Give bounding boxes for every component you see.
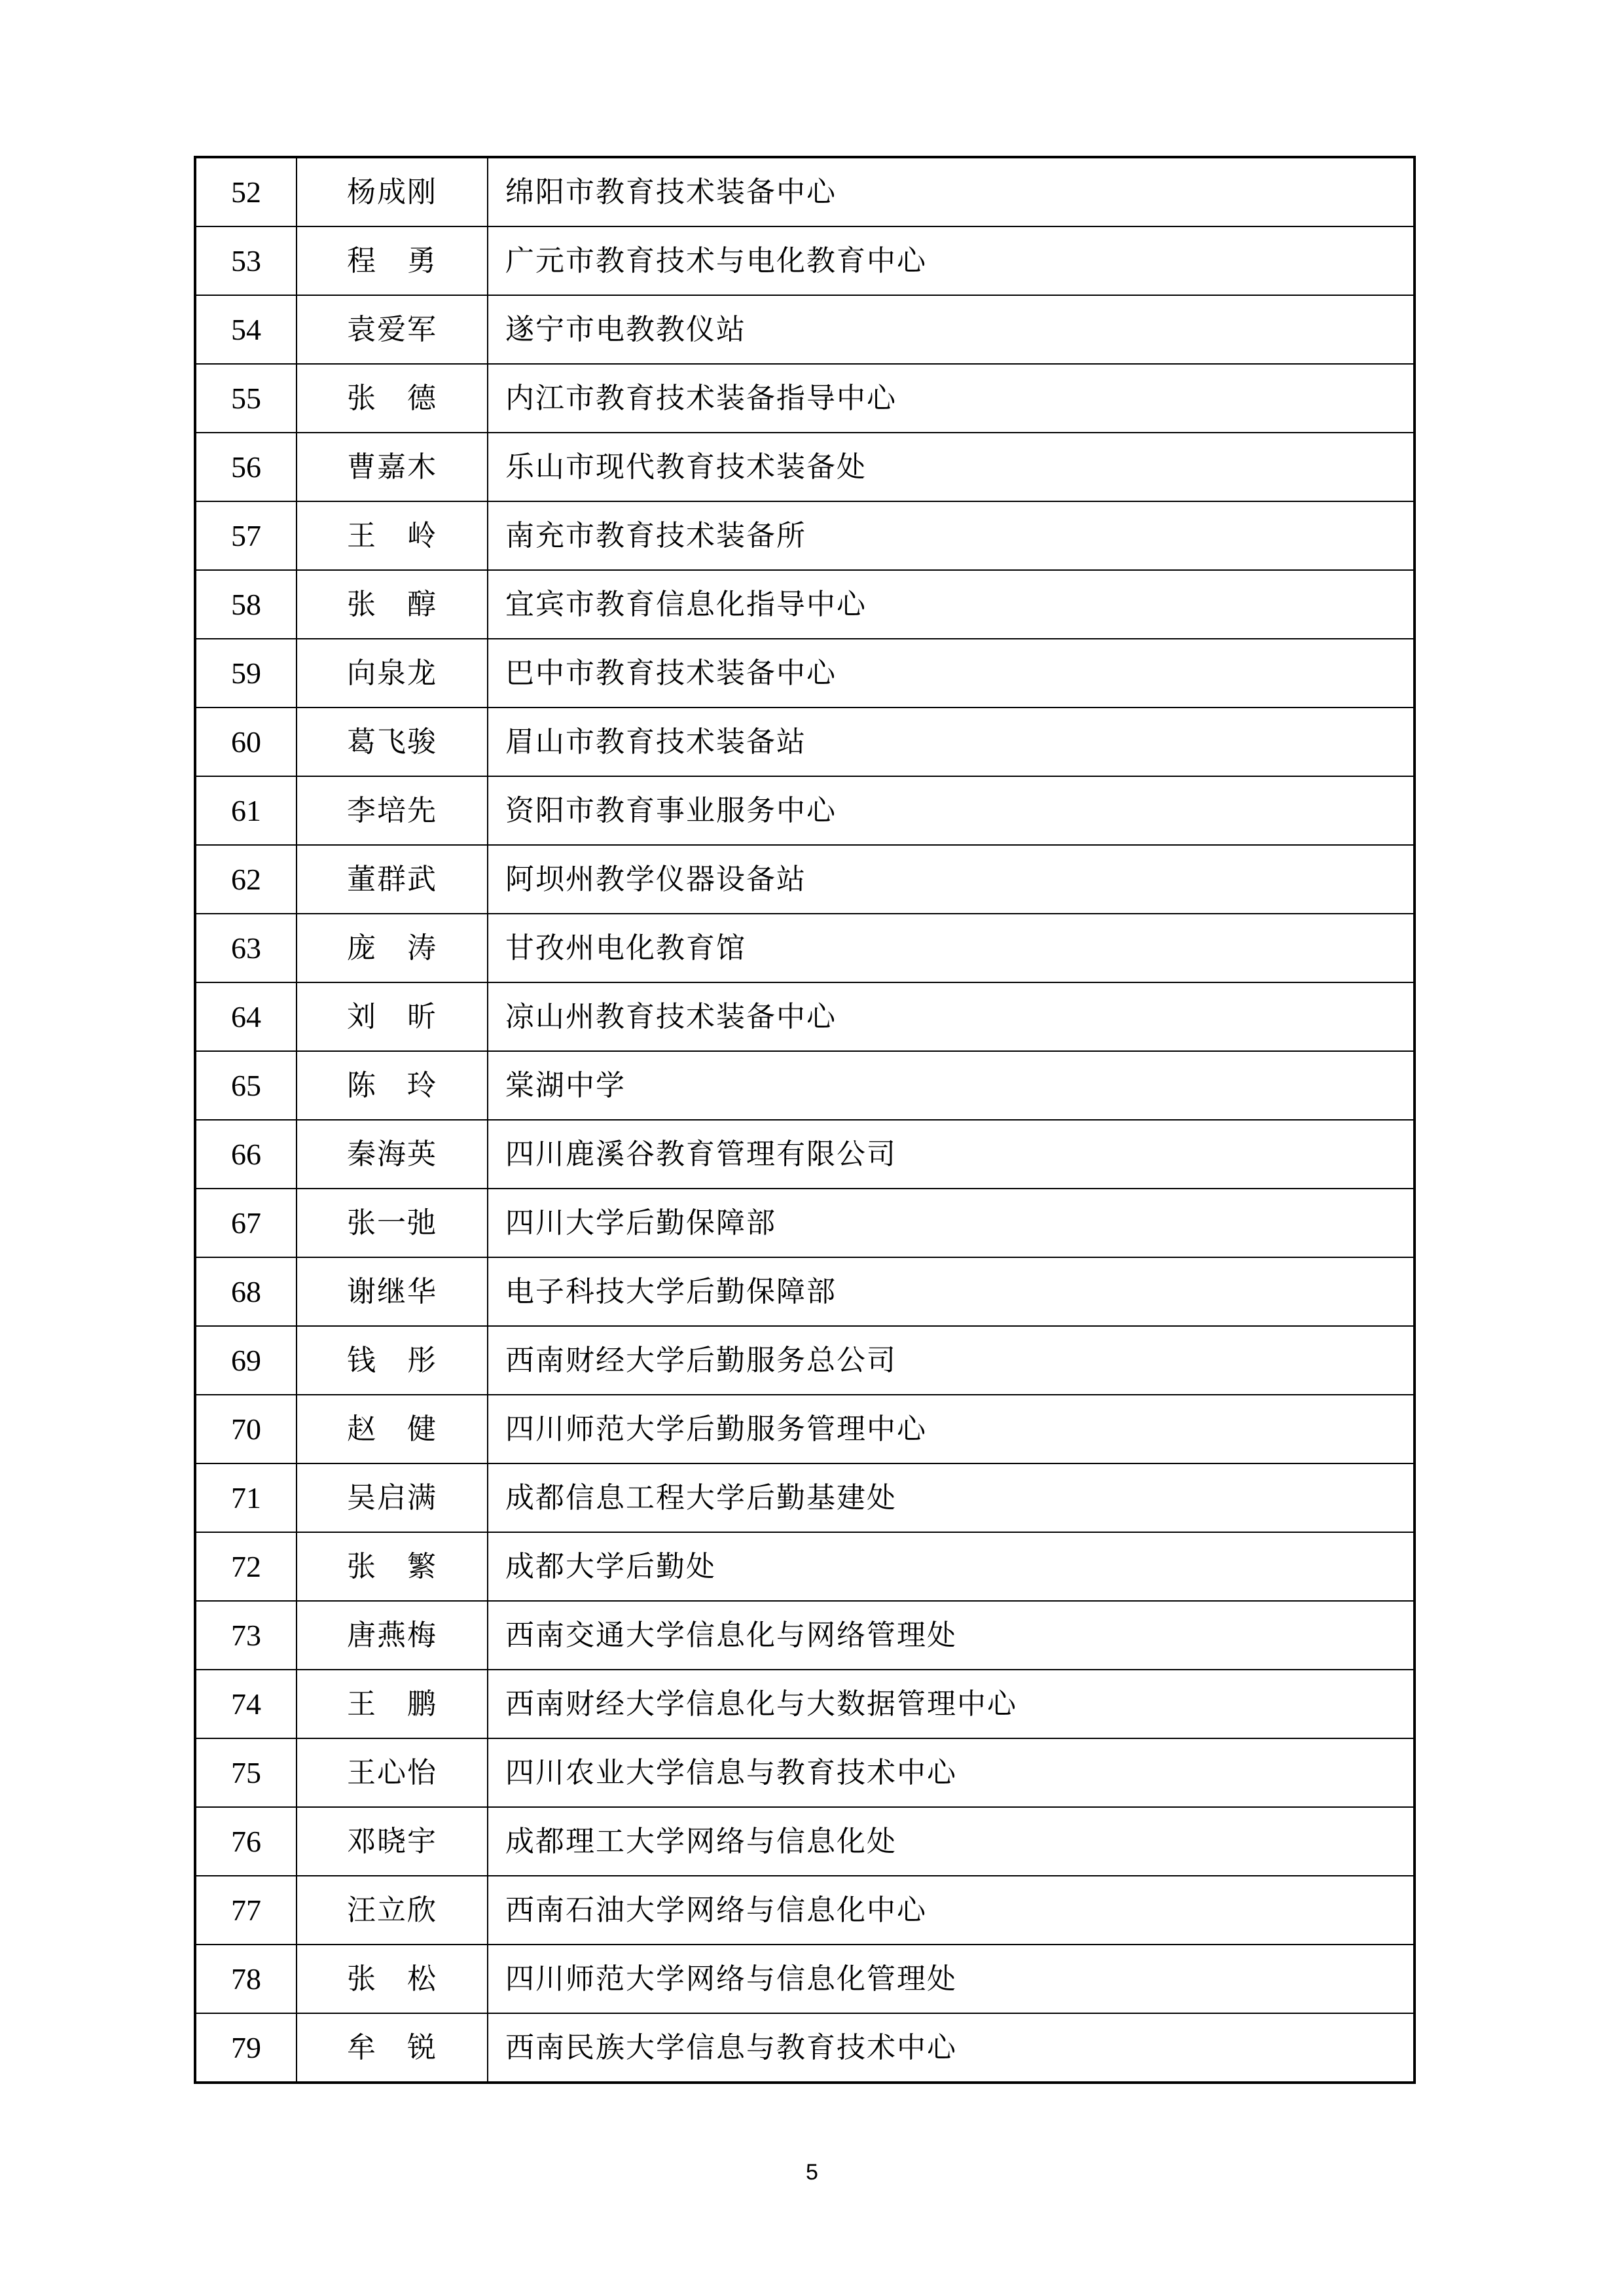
- table-row: [195, 1807, 1415, 1876]
- table-row: [195, 1051, 1415, 1120]
- row-number-cell: 69: [195, 1326, 297, 1395]
- table-row: [195, 914, 1415, 982]
- organization-cell: 西南民族大学信息与教育技术中心: [488, 2013, 1415, 2083]
- table-row: [195, 776, 1415, 845]
- person-name-cell: 杨成刚: [297, 157, 488, 226]
- person-name-cell: 向泉龙: [297, 639, 488, 708]
- organization-cell: 成都信息工程大学后勤基建处: [488, 1463, 1415, 1532]
- row-number-cell: 59: [195, 639, 297, 708]
- organization-cell: 绵阳市教育技术装备中心: [488, 157, 1415, 226]
- row-number-cell: 76: [195, 1807, 297, 1876]
- person-name-cell: 张 松: [297, 1945, 488, 2013]
- table-row: [195, 1463, 1415, 1532]
- person-name-cell: 程 勇: [297, 226, 488, 295]
- table-row: [195, 1945, 1415, 2013]
- organization-cell: 电子科技大学后勤保障部: [488, 1257, 1415, 1326]
- roster-table-body: [195, 157, 1415, 2083]
- table-row: [195, 1326, 1415, 1395]
- row-number-cell: 53: [195, 226, 297, 295]
- organization-cell: 棠湖中学: [488, 1051, 1415, 1120]
- row-number-cell: 57: [195, 501, 297, 570]
- row-number-cell: 60: [195, 708, 297, 776]
- organization-cell: 成都理工大学网络与信息化处: [488, 1807, 1415, 1876]
- row-number-cell: 70: [195, 1395, 297, 1463]
- row-number-cell: 79: [195, 2013, 297, 2083]
- person-name-cell: 王 岭: [297, 501, 488, 570]
- table-row: [195, 639, 1415, 708]
- person-name-cell: 汪立欣: [297, 1876, 488, 1945]
- table-row: [195, 1120, 1415, 1189]
- person-name-cell: 邓晓宇: [297, 1807, 488, 1876]
- table-row: [195, 157, 1415, 226]
- person-name-cell: 张 繁: [297, 1532, 488, 1601]
- table-row: [195, 1189, 1415, 1257]
- row-number-cell: 72: [195, 1532, 297, 1601]
- organization-cell: 眉山市教育技术装备站: [488, 708, 1415, 776]
- person-name-cell: 陈 玲: [297, 1051, 488, 1120]
- row-number-cell: 78: [195, 1945, 297, 2013]
- row-number-cell: 64: [195, 982, 297, 1051]
- table-row: [195, 1876, 1415, 1945]
- table-row: [195, 570, 1415, 639]
- row-number-cell: 65: [195, 1051, 297, 1120]
- row-number-cell: 54: [195, 295, 297, 364]
- page-number: 5: [806, 2160, 818, 2185]
- table-row: [195, 433, 1415, 501]
- roster-table: [194, 156, 1416, 2084]
- table-row: [195, 982, 1415, 1051]
- organization-cell: 内江市教育技术装备指导中心: [488, 364, 1415, 433]
- person-name-cell: 张一弛: [297, 1189, 488, 1257]
- row-number-cell: 75: [195, 1738, 297, 1807]
- organization-cell: 四川农业大学信息与教育技术中心: [488, 1738, 1415, 1807]
- organization-cell: 西南财经大学信息化与大数据管理中心: [488, 1670, 1415, 1738]
- person-name-cell: 袁爱军: [297, 295, 488, 364]
- row-number-cell: 52: [195, 157, 297, 226]
- organization-cell: 遂宁市电教教仪站: [488, 295, 1415, 364]
- row-number-cell: 63: [195, 914, 297, 982]
- table-row: [195, 1257, 1415, 1326]
- organization-cell: 四川师范大学后勤服务管理中心: [488, 1395, 1415, 1463]
- person-name-cell: 葛飞骏: [297, 708, 488, 776]
- organization-cell: 广元市教育技术与电化教育中心: [488, 226, 1415, 295]
- organization-cell: 乐山市现代教育技术装备处: [488, 433, 1415, 501]
- row-number-cell: 73: [195, 1601, 297, 1670]
- table-row: [195, 364, 1415, 433]
- person-name-cell: 吴启满: [297, 1463, 488, 1532]
- organization-cell: 四川大学后勤保障部: [488, 1189, 1415, 1257]
- table-row: [195, 501, 1415, 570]
- person-name-cell: 谢继华: [297, 1257, 488, 1326]
- person-name-cell: 刘 昕: [297, 982, 488, 1051]
- row-number-cell: 56: [195, 433, 297, 501]
- row-number-cell: 55: [195, 364, 297, 433]
- organization-cell: 资阳市教育事业服务中心: [488, 776, 1415, 845]
- row-number-cell: 67: [195, 1189, 297, 1257]
- person-name-cell: 王心怡: [297, 1738, 488, 1807]
- table-row: [195, 845, 1415, 914]
- organization-cell: 四川师范大学网络与信息化管理处: [488, 1945, 1415, 2013]
- person-name-cell: 唐燕梅: [297, 1601, 488, 1670]
- organization-cell: 西南石油大学网络与信息化中心: [488, 1876, 1415, 1945]
- table-row: [195, 1395, 1415, 1463]
- organization-cell: 巴中市教育技术装备中心: [488, 639, 1415, 708]
- organization-cell: 西南交通大学信息化与网络管理处: [488, 1601, 1415, 1670]
- person-name-cell: 张 醇: [297, 570, 488, 639]
- organization-cell: 凉山州教育技术装备中心: [488, 982, 1415, 1051]
- row-number-cell: 77: [195, 1876, 297, 1945]
- organization-cell: 南充市教育技术装备所: [488, 501, 1415, 570]
- table-row: [195, 1601, 1415, 1670]
- table-row: [195, 2013, 1415, 2083]
- table-row: [195, 226, 1415, 295]
- row-number-cell: 68: [195, 1257, 297, 1326]
- table-row: [195, 295, 1415, 364]
- organization-cell: 成都大学后勤处: [488, 1532, 1415, 1601]
- row-number-cell: 71: [195, 1463, 297, 1532]
- person-name-cell: 庞 涛: [297, 914, 488, 982]
- table-row: [195, 1738, 1415, 1807]
- person-name-cell: 秦海英: [297, 1120, 488, 1189]
- table-row: [195, 708, 1415, 776]
- row-number-cell: 74: [195, 1670, 297, 1738]
- person-name-cell: 曹嘉木: [297, 433, 488, 501]
- person-name-cell: 李培先: [297, 776, 488, 845]
- row-number-cell: 58: [195, 570, 297, 639]
- person-name-cell: 赵 健: [297, 1395, 488, 1463]
- row-number-cell: 62: [195, 845, 297, 914]
- table-row: [195, 1532, 1415, 1601]
- person-name-cell: 董群武: [297, 845, 488, 914]
- person-name-cell: 牟 锐: [297, 2013, 488, 2083]
- person-name-cell: 张 德: [297, 364, 488, 433]
- organization-cell: 宜宾市教育信息化指导中心: [488, 570, 1415, 639]
- organization-cell: 阿坝州教学仪器设备站: [488, 845, 1415, 914]
- organization-cell: 四川鹿溪谷教育管理有限公司: [488, 1120, 1415, 1189]
- person-name-cell: 钱 彤: [297, 1326, 488, 1395]
- organization-cell: 甘孜州电化教育馆: [488, 914, 1415, 982]
- person-name-cell: 王 鹏: [297, 1670, 488, 1738]
- row-number-cell: 66: [195, 1120, 297, 1189]
- organization-cell: 西南财经大学后勤服务总公司: [488, 1326, 1415, 1395]
- row-number-cell: 61: [195, 776, 297, 845]
- table-row: [195, 1670, 1415, 1738]
